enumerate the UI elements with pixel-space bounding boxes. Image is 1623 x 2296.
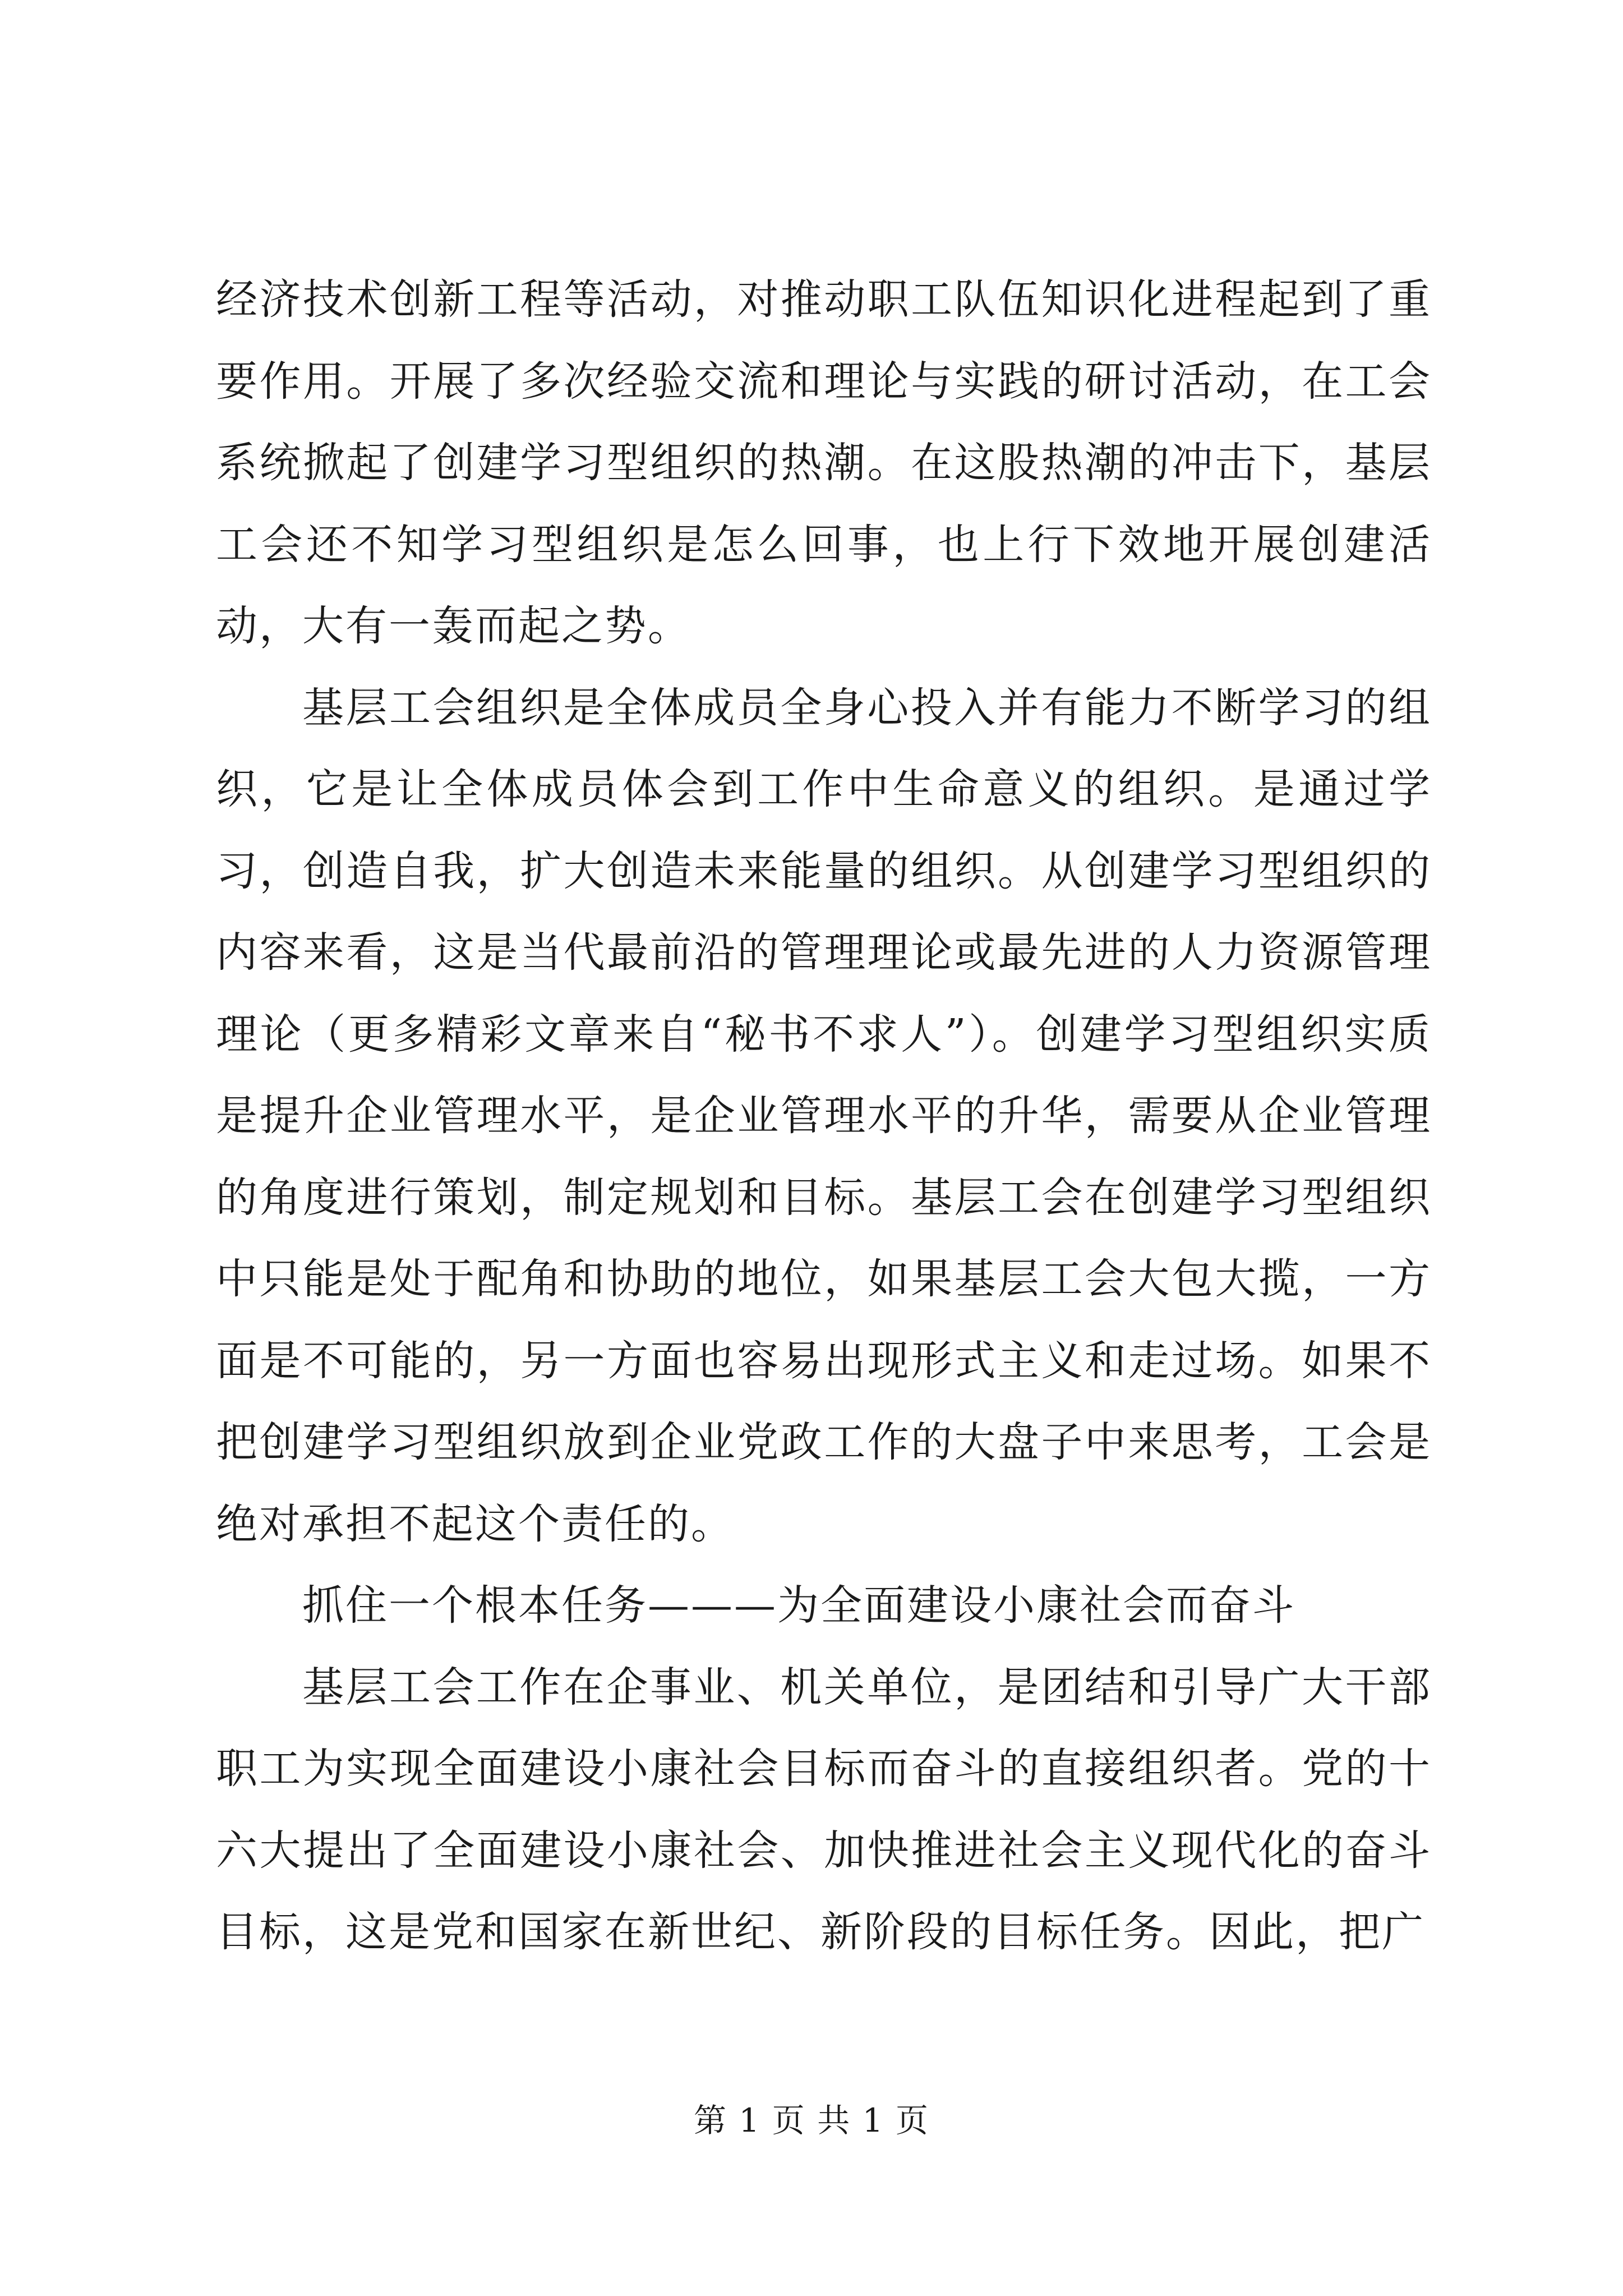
paragraph-learning-organization: 基层工会组织是全体成员全身心投入并有能力不断学习的组织，它是让全体成员体会到工作中生命意义的组织。是通过学习，创造自我，扩大创造未来能量的组织。从创建学习型组织的内容来看，这是当代最前沿的管理理论或最先进的人力资源管理理论（更多精彩文章来自“秘书不求人”）。创建学习型组织实质是提升企业管理水平，是企业管理水平的升华，需要从企业管理的角度进行策划，制定规划和目标。基层工会在创建学习型组织中只能是处于配角和协助的地位，如果基层工会大包大揽，一方面是不可能的，另一方面也容易出现形式主义和走过场。如果不把创建学习型组织放到企业党政工作的大盘子中来思考，工会是绝对承担不起这个责任的。 [216, 683, 1432, 1548]
document-body [216, 259, 1432, 1973]
paragraph-xiaokang-society: 基层工会工作在企事业、机关单位，是团结和引导广大干部职工为实现全面建设小康社会目标而奋斗的直接组织者。党的十六大提出了全面建设小康社会、加快推进社会主义现代化的奋斗目标，这是党和国家在新世纪、新阶段的目标任务。因此，把广 [216, 1663, 1432, 1956]
paragraph-continuation: 经济技术创新工程等活动，对推动职工队伍知识化进程起到了重要作用。开展了多次经验交流和理论与实践的研讨活动，在工会系统掀起了创建学习型组织的热潮。在这股热潮的冲击下，基层工会还不知学习型组织是怎么回事，也上行下效地开展创建活动，大有一轰而起之势。 [216, 275, 1432, 650]
section-heading: 抓住一个根本任务———为全面建设小康社会而奋斗 [302, 1581, 1295, 1630]
page-footer: 第 1 页 共 1 页 [694, 2101, 929, 2139]
